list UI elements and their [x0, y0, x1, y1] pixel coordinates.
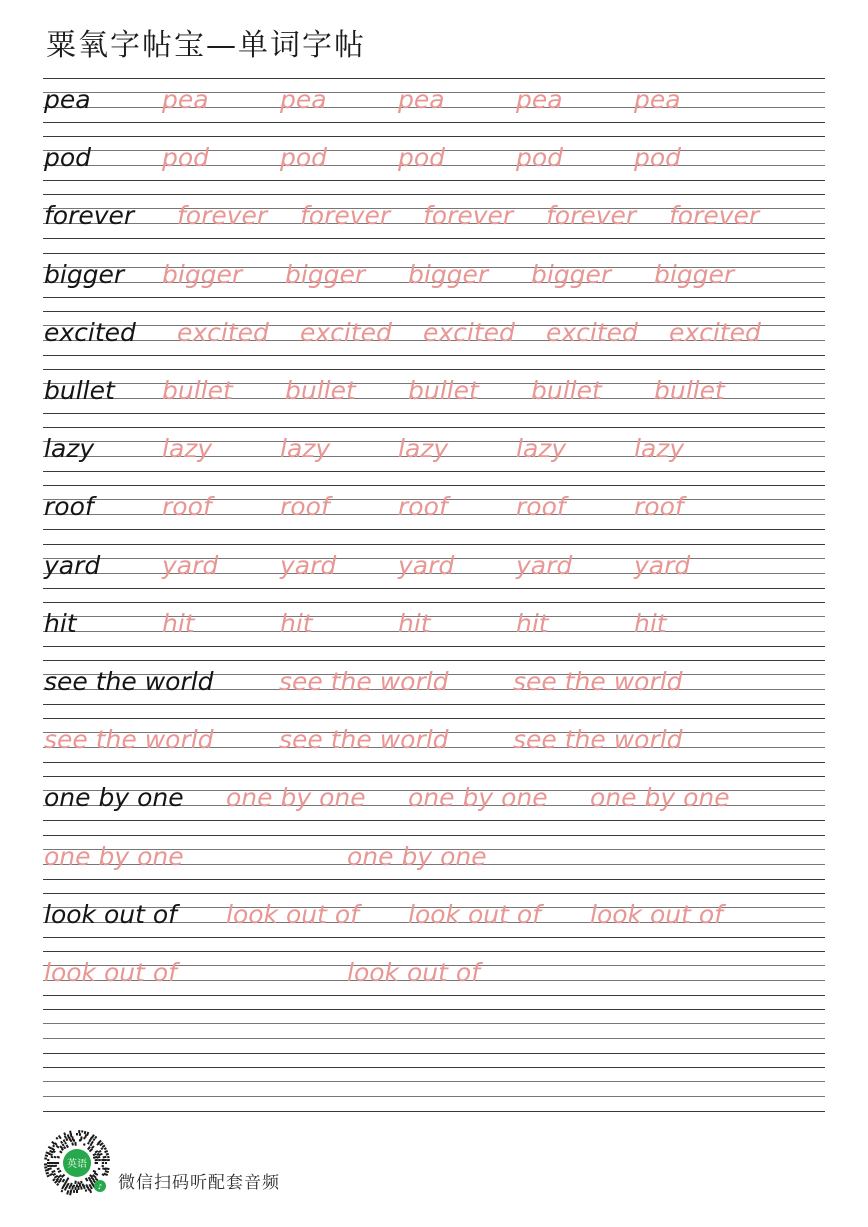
- trace-word: excited: [546, 317, 638, 347]
- model-word: lazy: [44, 434, 95, 464]
- trace-word: look out of: [226, 899, 359, 929]
- trace-word: yard: [280, 550, 337, 580]
- trace-word: excited: [669, 317, 761, 347]
- trace-word: forever: [546, 201, 637, 231]
- model-word: bigger: [44, 259, 125, 289]
- ruling-line: [43, 427, 825, 428]
- model-word: pod: [44, 143, 92, 173]
- trace-word: roof: [634, 492, 684, 522]
- trace-word: lazy: [634, 434, 685, 464]
- trace-word: roof: [280, 492, 330, 522]
- trace-word: see the world: [279, 667, 449, 696]
- trace-word: lazy: [398, 434, 449, 464]
- trace-word: yard: [634, 550, 691, 580]
- trace-word: forever: [669, 201, 760, 231]
- ruling-line: [43, 1067, 825, 1068]
- ruling-line: [43, 704, 825, 705]
- trace-word: see the world: [513, 667, 683, 696]
- ruling-line: [43, 1053, 825, 1054]
- ruling-line: [43, 413, 825, 414]
- trace-word: bullet: [654, 376, 725, 405]
- ruling-line: [43, 631, 825, 632]
- trace-word: roof: [516, 492, 566, 522]
- model-word: yard: [44, 550, 101, 580]
- ruling-line: [43, 646, 825, 647]
- ruling-line: [43, 616, 825, 617]
- ruling-line: [43, 122, 825, 123]
- trace-word: pea: [280, 85, 327, 114]
- ruling-line: [43, 879, 825, 880]
- ruling-line: [43, 602, 825, 603]
- ruling-line: [43, 995, 825, 996]
- trace-word: bigger: [408, 259, 489, 289]
- ruling-line: [43, 820, 825, 821]
- trace-word: yard: [398, 550, 455, 580]
- ruling-line: [43, 1023, 825, 1024]
- ruling-line: [43, 1038, 825, 1039]
- trace-word: hit: [398, 608, 431, 638]
- qr-code-icon: [42, 1128, 112, 1198]
- trace-word: yard: [162, 550, 219, 580]
- ruling-line: [43, 311, 825, 312]
- ruling-line: [43, 253, 825, 254]
- ruling-line: [43, 485, 825, 486]
- trace-word: lazy: [162, 434, 213, 464]
- trace-word: see the world: [279, 725, 449, 755]
- trace-word: hit: [162, 608, 195, 638]
- trace-word: forever: [423, 201, 514, 231]
- trace-word: pod: [516, 143, 564, 173]
- trace-word: excited: [300, 317, 392, 347]
- ruling-line: [43, 835, 825, 836]
- ruling-line: [43, 660, 825, 661]
- trace-word: bigger: [654, 259, 735, 289]
- trace-word: pea: [634, 85, 681, 114]
- trace-word: bullet: [531, 376, 602, 405]
- trace-word: roof: [162, 492, 212, 522]
- ruling-line: [43, 194, 825, 195]
- ruling-line: [43, 951, 825, 952]
- qr-corner-icon: ♪: [97, 1183, 103, 1191]
- trace-word: hit: [634, 608, 667, 638]
- ruling-line: [43, 238, 825, 239]
- trace-word: look out of: [590, 899, 723, 929]
- trace-word: pod: [162, 143, 210, 173]
- trace-word: look out of: [44, 958, 177, 987]
- trace-word: pod: [634, 143, 682, 173]
- trace-word: pea: [398, 85, 445, 114]
- trace-word: lazy: [280, 434, 331, 464]
- trace-word: forever: [300, 201, 391, 231]
- model-word: one by one: [44, 783, 184, 813]
- trace-word: roof: [398, 492, 448, 522]
- ruling-line: [43, 776, 825, 777]
- trace-word: yard: [516, 550, 573, 580]
- trace-word: excited: [177, 317, 269, 347]
- trace-word: pea: [516, 85, 563, 114]
- model-word: hit: [44, 608, 77, 638]
- trace-word: look out of: [347, 958, 480, 987]
- model-word: look out of: [44, 899, 177, 929]
- model-word: pea: [44, 85, 91, 114]
- trace-word: forever: [177, 201, 268, 231]
- ruling-line: [43, 529, 825, 530]
- ruling-line: [43, 136, 825, 137]
- trace-word: bullet: [408, 376, 479, 405]
- qr-badge-text: 英语: [67, 1159, 87, 1170]
- ruling-line: [43, 1081, 825, 1082]
- trace-word: bullet: [162, 376, 233, 405]
- trace-word: see the world: [44, 725, 214, 755]
- trace-word: one by one: [590, 783, 730, 813]
- trace-word: one by one: [347, 841, 487, 871]
- ruling-line: [43, 1009, 825, 1010]
- ruling-line: [43, 937, 825, 938]
- model-word: roof: [44, 492, 94, 522]
- trace-word: lazy: [516, 434, 567, 464]
- trace-word: hit: [280, 608, 313, 638]
- trace-word: one by one: [226, 783, 366, 813]
- model-word: see the world: [44, 667, 214, 696]
- trace-word: pea: [162, 85, 209, 114]
- trace-word: one by one: [44, 841, 184, 871]
- footer-caption: 微信扫码听配套音频: [118, 1173, 280, 1193]
- trace-word: bigger: [285, 259, 366, 289]
- ruling-line: [43, 78, 825, 79]
- ruling-line: [43, 1096, 825, 1097]
- ruling-line: [43, 471, 825, 472]
- trace-word: see the world: [513, 725, 683, 755]
- ruling-line: [43, 297, 825, 298]
- page-title: 粟氧字帖宝—单词字帖: [46, 28, 366, 63]
- model-word: excited: [44, 317, 136, 347]
- ruling-line: [43, 893, 825, 894]
- ruling-line: [43, 544, 825, 545]
- trace-word: bigger: [531, 259, 612, 289]
- model-word: forever: [44, 201, 135, 231]
- ruling-line: [43, 588, 825, 589]
- trace-word: one by one: [408, 783, 548, 813]
- ruling-line: [43, 718, 825, 719]
- ruling-line: [43, 762, 825, 763]
- trace-word: bullet: [285, 376, 356, 405]
- trace-word: pod: [280, 143, 328, 173]
- ruling-line: [43, 355, 825, 356]
- trace-word: look out of: [408, 899, 541, 929]
- model-word: bullet: [44, 376, 115, 405]
- ruling-line: [43, 1111, 825, 1112]
- trace-word: pod: [398, 143, 446, 173]
- ruling-line: [43, 369, 825, 370]
- trace-word: hit: [516, 608, 549, 638]
- trace-word: bigger: [162, 259, 243, 289]
- ruling-line: [43, 180, 825, 181]
- trace-word: excited: [423, 317, 515, 347]
